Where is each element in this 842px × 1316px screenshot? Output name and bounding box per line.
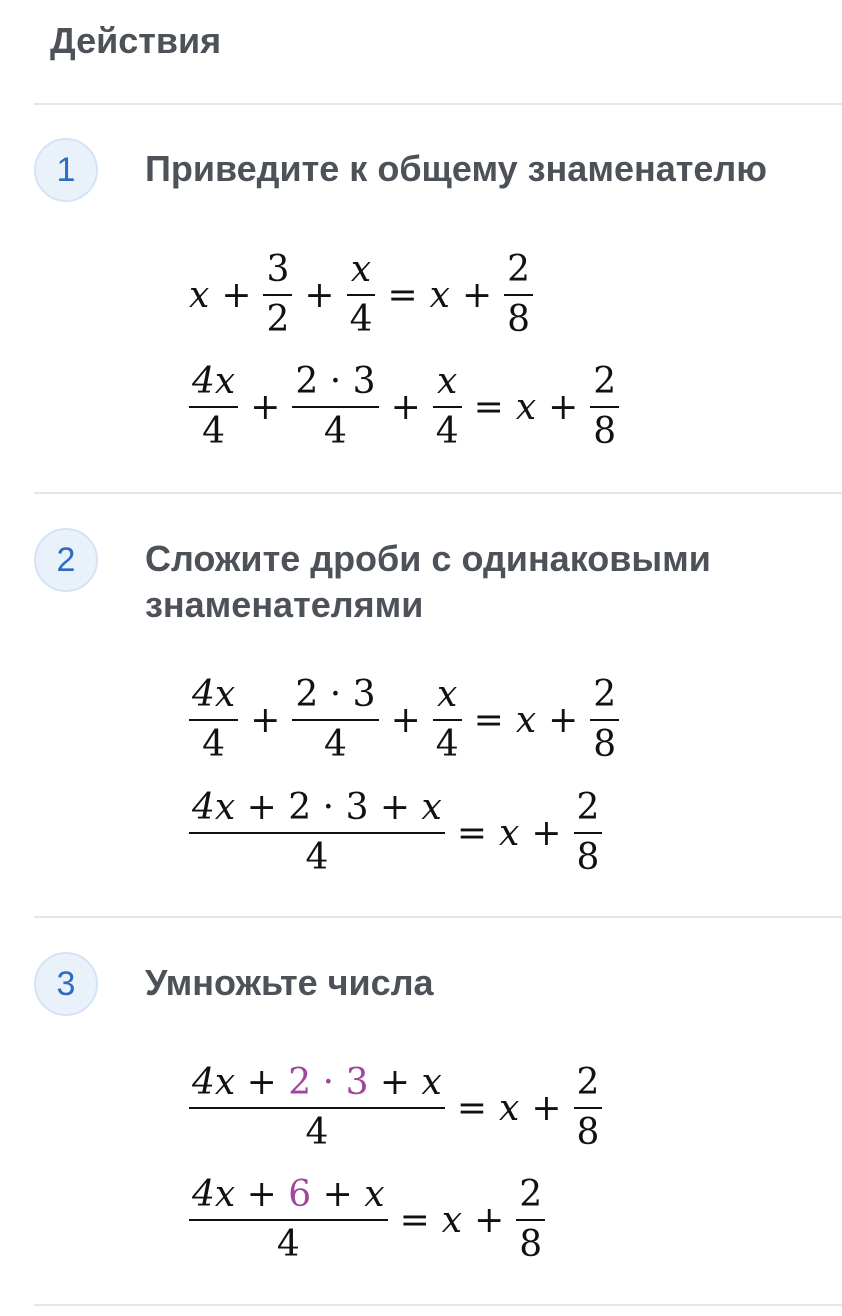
- step-title: Сложите дроби с одинаковыми знаменателями: [145, 538, 711, 625]
- numerator: 4x + 2 · 3 + x: [192, 787, 442, 828]
- denominator: 4: [324, 724, 347, 765]
- math-variable: x: [499, 812, 520, 854]
- numerator: 2: [593, 674, 617, 715]
- fraction: [185, 362, 242, 452]
- numerator: 2 · 3: [295, 361, 376, 402]
- highlighted-term: 6: [288, 1174, 312, 1215]
- denominator: 8: [576, 1112, 600, 1153]
- fraction: [185, 1063, 449, 1153]
- math-operator: +: [304, 274, 335, 316]
- fraction: [429, 675, 466, 765]
- math-equals: =: [473, 699, 504, 741]
- fraction: [570, 788, 607, 878]
- divider: [34, 103, 842, 105]
- step-number-badge: 3: [34, 952, 98, 1016]
- fraction: [570, 1063, 607, 1153]
- fraction: [185, 1175, 392, 1265]
- numerator: 3: [266, 249, 290, 290]
- math-variable: x: [429, 274, 450, 316]
- denominator: 4: [202, 724, 226, 765]
- divider: [34, 1304, 842, 1306]
- fraction: [500, 250, 537, 340]
- math-equals: =: [456, 812, 488, 854]
- math-operator: +: [531, 1087, 562, 1129]
- equation-line: [185, 352, 623, 462]
- numerator: 4x: [192, 361, 236, 402]
- numerator: 2: [507, 249, 531, 290]
- equation-line: [185, 1053, 606, 1163]
- denominator: 4: [349, 299, 373, 340]
- denominator: 4: [202, 411, 226, 452]
- fraction: [512, 1175, 549, 1265]
- step-number-badge: 1: [34, 138, 98, 202]
- math-variable: x: [189, 274, 210, 316]
- denominator: 8: [576, 837, 600, 878]
- equation-line: [185, 240, 537, 350]
- math-operator: +: [390, 386, 421, 428]
- numerator: 4x + 2 · 3 + x: [192, 1062, 442, 1103]
- highlighted-term: 3: [345, 1062, 369, 1103]
- math-variable: x: [499, 1087, 520, 1129]
- denominator: 4: [324, 411, 347, 452]
- fraction: [288, 675, 382, 765]
- fraction: [288, 362, 382, 452]
- fraction: [259, 250, 296, 340]
- fraction: [586, 675, 623, 765]
- math-operator: +: [548, 699, 579, 741]
- numerator: 4x + 6 + x: [192, 1174, 385, 1215]
- denominator: 8: [507, 299, 531, 340]
- fraction: [185, 675, 242, 765]
- fraction: [429, 362, 466, 452]
- fraction: [185, 788, 449, 878]
- denominator: 4: [305, 837, 329, 878]
- numerator: 2: [576, 787, 600, 828]
- math-operator: +: [221, 274, 252, 316]
- denominator: 2: [266, 299, 290, 340]
- divider: [34, 492, 842, 494]
- denominator: 4: [305, 1112, 329, 1153]
- math-operator: +: [250, 699, 281, 741]
- numerator: 2: [593, 361, 617, 402]
- numerator: 2 · 3: [295, 674, 376, 715]
- math-equals: =: [399, 1199, 430, 1241]
- equation-line: [185, 665, 623, 775]
- math-operator: +: [250, 386, 281, 428]
- math-operator: +: [390, 699, 421, 741]
- math-equals: =: [387, 274, 418, 316]
- denominator: 8: [593, 724, 617, 765]
- step-number-badge: 2: [34, 528, 98, 592]
- denominator: 8: [519, 1224, 543, 1265]
- highlighted-term: 2: [288, 1062, 312, 1103]
- math-equals: =: [456, 1087, 488, 1129]
- page-title: Действия: [50, 20, 222, 61]
- denominator: 4: [435, 411, 459, 452]
- math-variable: x: [515, 699, 537, 741]
- denominator: 8: [593, 411, 617, 452]
- denominator: 4: [435, 724, 459, 765]
- equation-line: [185, 1165, 549, 1275]
- numerator: 2: [519, 1174, 543, 1215]
- math-operator: +: [474, 1199, 505, 1241]
- step-title: Приведите к общему знаменателю: [145, 148, 768, 189]
- math-equals: =: [473, 386, 504, 428]
- step-title: Умножьте числа: [145, 962, 434, 1003]
- fraction: [586, 362, 623, 452]
- math-variable: x: [441, 1199, 463, 1241]
- math-operator: +: [548, 386, 579, 428]
- numerator: 2: [576, 1062, 600, 1103]
- divider: [34, 916, 842, 918]
- equation-line: [185, 778, 606, 888]
- math-operator: +: [531, 812, 562, 854]
- fraction: [343, 250, 380, 340]
- numerator: x: [437, 674, 458, 715]
- numerator: x: [437, 361, 458, 402]
- numerator: 4x: [192, 674, 236, 715]
- denominator: 4: [276, 1224, 300, 1265]
- math-operator: +: [461, 274, 493, 316]
- math-variable: x: [515, 386, 537, 428]
- numerator: x: [350, 249, 372, 290]
